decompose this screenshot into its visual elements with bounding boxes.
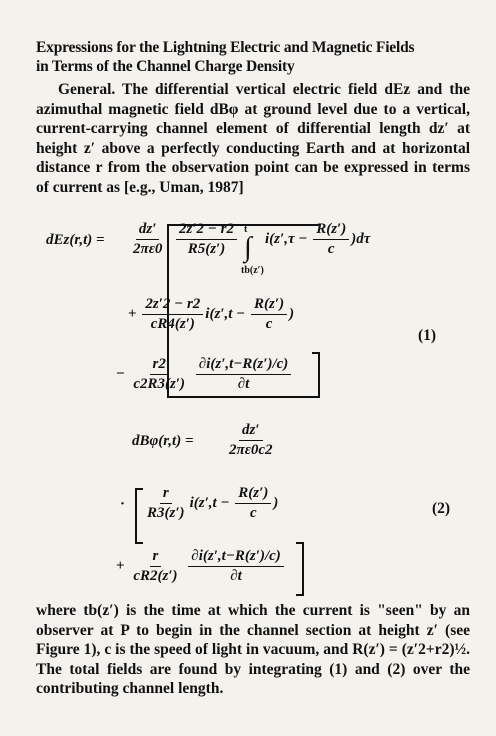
- eq1-bracket-right: [312, 352, 320, 398]
- eq1-term3: − $\frac{r2}{c2R3(z')}$ $\frac{\partial i(z',t-R(z')/c)}{\partial t}$: [116, 356, 293, 393]
- eq2-prefactor: $\frac{dz'}{2\pi\varepsilon 0c2}$: [229, 422, 273, 458]
- intro-text: The differential vertical electric field dEz and the azimuthal magnetic field dBφ at ground level due to a vertical, current-carrying channel element of differential length dz′ at height z′ above a perfectly conducting Earth and at horizontal distance r from the observation point can be expressed in terms of current as [e.g., Uman, 1987]: [36, 81, 470, 196]
- eq2-term1: ·: [120, 496, 126, 512]
- eq1-lhs: dEz(r,t) =: [46, 232, 105, 248]
- eq1-int-lower: tb(z′): [241, 265, 264, 276]
- eq2-bracket-right: [296, 542, 304, 596]
- eq1-prefactor: $\frac{dz'}{2\pi\varepsilon 0}$: [133, 221, 163, 257]
- eq2-term1-body: $\frac{r}{R3(z')}$ i(z′,t − $\frac{R(z')}{c}$ ): [147, 485, 279, 521]
- eq1-int-upper: t: [244, 224, 248, 235]
- runin-heading: General.: [58, 81, 116, 98]
- closing-text: where tb(z′) is the time at which the current is "seen" by an observer at P to begin in the channel section at height z′ (see Figure 1), c is the speed of light in vacuum, and R(z′) = (z′2+r2)½. The total fields are found by integrating (1) and (2) over the contributing channel length.: [36, 602, 470, 697]
- section-heading: [36, 38, 476, 76]
- eq1-term1: $\frac{2z'2 - r2}{R5(z')}$: [174, 221, 239, 258]
- eq2-term2: + $\frac{r}{cR2(z')}$ $\frac{\partial i(z',t-R(z')/c)}{\partial t}$: [116, 548, 286, 585]
- heading-line-1: Expressions for the Lightning Electric and Magnetic Fields: [36, 39, 415, 56]
- eq2-lhs: dBφ(r,t) =: [132, 433, 194, 449]
- heading-line-2: in Terms of the Channel Charge Density: [36, 58, 295, 75]
- closing-paragraph: [36, 601, 470, 699]
- intro-paragraph: [36, 80, 470, 197]
- eq2-number: (2): [432, 500, 451, 517]
- eq1-term1-body: i(z′,τ − $\frac{R(z')}{c}$ )dτ: [265, 221, 371, 257]
- integral-sign: ∫: [244, 232, 252, 263]
- eq1-term2: + $\frac{2z'2 - r2}{cR4(z')}$ i(z′,t − $\frac{R(z')}{c}$ ): [128, 296, 295, 332]
- eq1-number: (1): [418, 327, 437, 344]
